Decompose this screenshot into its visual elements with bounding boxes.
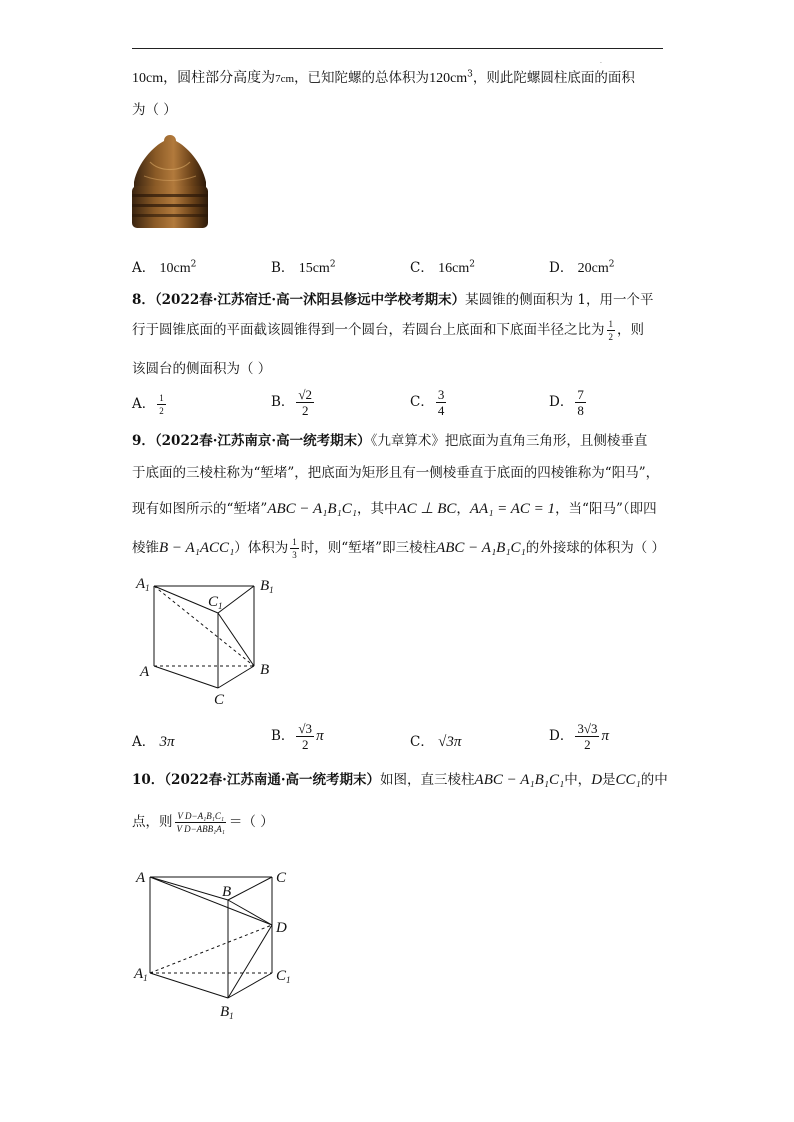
label-a: A [140,664,150,680]
header-mark: . [600,58,602,65]
q9-line-4: 棱锥B − A₁ACC₁）体积为 $\frac{1}{3}$ 时，则“堑堵”即三棱柱ABC − A₁B₁C₁的外接球的体积为（ ） [132,537,666,560]
label-a: A [136,870,146,886]
label-c1: $C_1$ [208,594,223,611]
q7-line-2: 为（ ） [132,102,177,118]
q10-volume-ratio: $\frac{\text{V D−A₁B₁C₁}}{\text{V D−ABB₁A₁}}$ [176,811,225,834]
q8-option-b[interactable]: B． $\frac{√2}{2}$ [271,387,313,418]
label-c: C [214,692,225,708]
header-rule [132,48,663,49]
label-a1: $A_1$ [136,576,150,593]
q8-option-a[interactable]: A． $\frac{1}{2}$ [132,393,164,416]
q9-line-1: 9．（2022春·江苏南京·高一统考期末）《九章算术》把底面为直角三角形，且侧棱垂直 [132,433,648,449]
q10-line-2: 点，则 $\frac{\text{V D−A₁B₁C₁}}{\text{V D−ABB₁A₁}}$ ＝（ ） [132,811,274,834]
spinning-top-photo [130,132,210,232]
q7-option-c[interactable]: C． $16cm^2$ [410,259,475,276]
label-b: B [222,884,232,900]
q8-line-1: 8．（2022春·江苏宿迁·高一沭阳县修远中学校考期末）某圆锥的侧面积为 1，用一个平 [132,292,654,308]
label-d: D [276,920,287,936]
q9-option-d[interactable]: D． $\frac{3√3}{2}$ π [549,721,609,752]
q7-option-b[interactable]: B． $15cm^2$ [271,259,336,276]
q9-option-b[interactable]: B． $\frac{√3}{2}$ π [271,721,324,752]
label-c: C [276,870,287,886]
q10-line-1: 10．（2022春·江苏南通·高一统考期末）如图，直三棱柱ABC − A₁B₁C₁中，D是CC₁的中 [132,772,668,788]
q8-line-2: 行于圆锥底面的平面截该圆锥得到一个圆台，若圆台上底面和下底面半径之比为 $\frac{1}{2}$ ，则 [132,319,644,342]
label-b1: $B_1$ [220,1004,234,1021]
q9-line-3: 现有如图所示的“堑堵”ABC − A₁B₁C₁，其中AC ⊥ BC，AA₁ = AC = 1，当“阳马”（即四 [132,501,657,517]
q8-option-d[interactable]: D． $\frac{7}{8}$ [549,387,584,418]
q9-prism-diagram [130,570,290,710]
q7-option-d[interactable]: D． $20cm^2$ [549,259,615,276]
q7-line-1: 10cm，圆柱部分高度为7cm，已知陀螺的总体积为$120cm^3$，则此陀螺圆柱底面的面积 [132,69,635,86]
label-a1: $A_1$ [134,966,148,983]
label-b: B [260,662,270,678]
q9-option-c[interactable]: C． √3π [410,734,462,750]
q9-line-2: 于底面的三棱柱称为“堑堵”，把底面为矩形且有一侧棱垂直于底面的四棱锥称为“阳马”， [132,465,660,481]
q8-ratio-fraction: $\frac{1}{2}$ [608,319,613,342]
label-c1: $C_1$ [276,968,291,985]
q8-line-3: 该圆台的侧面积为（ ） [132,361,272,377]
q9-option-a[interactable]: A． 3π [132,734,175,750]
q7-option-a[interactable]: A． $10cm^2$ [132,259,197,276]
q10-prism-diagram [130,860,300,1025]
q8-option-c[interactable]: C． $\frac{3}{4}$ [410,387,445,418]
label-b1: $B_1$ [260,578,274,595]
